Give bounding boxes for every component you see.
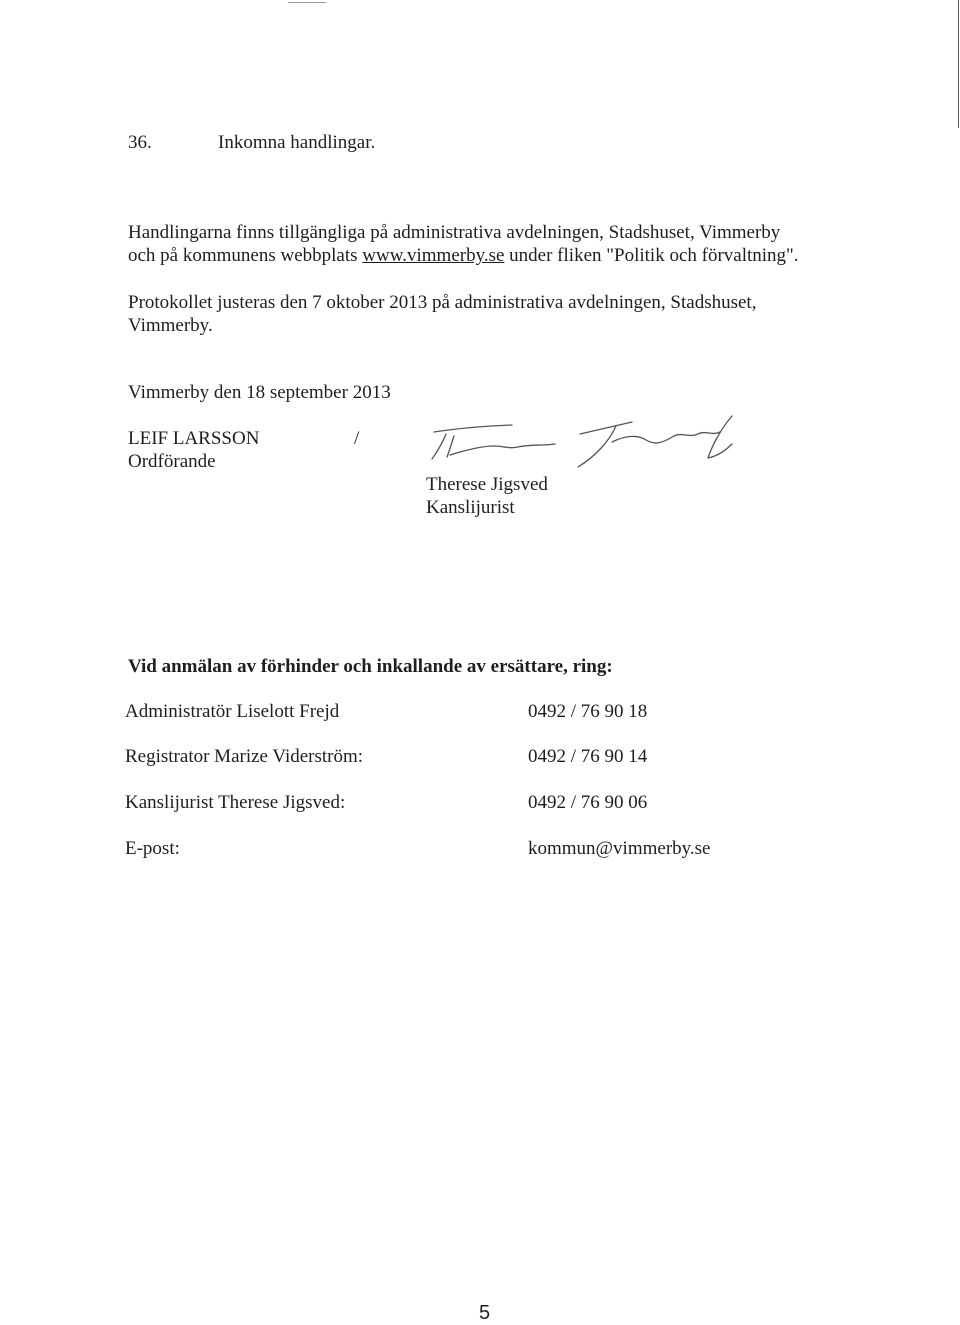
handwritten-signature <box>420 410 760 480</box>
signature-slash: / <box>354 428 360 449</box>
chairman-name: LEIF LARSSON <box>128 428 260 449</box>
chairman-role: Ordförande <box>128 451 216 472</box>
section-title: Inkomna handlingar. <box>218 132 376 153</box>
paragraph-2-line-2: Vimmerby. <box>128 315 213 336</box>
lawyer-name: Therese Jigsved <box>426 474 548 495</box>
contact-value-2: 0492 / 76 90 14 <box>528 746 648 767</box>
paragraph-1-line-1: Handlingarna finns tillgängliga på administrativa avdelningen, Stadshuset, Vimmerby <box>128 222 781 243</box>
contact-label-1: Administratör Liselott Frejd <box>125 701 340 722</box>
page-number: 5 <box>479 1302 491 1324</box>
paragraph-1-prefix: och på kommunens webbplats <box>128 245 363 266</box>
scan-edge-line <box>958 0 959 128</box>
website-link[interactable]: www.vimmerby.se <box>362 245 505 266</box>
contact-value-3: 0492 / 76 90 06 <box>528 792 648 813</box>
paragraph-1-line-2 <box>128 244 799 267</box>
contact-email[interactable]: kommun@vimmerby.se <box>528 838 711 859</box>
contact-value-1: 0492 / 76 90 18 <box>528 701 648 722</box>
contact-label-2: Registrator Marize Viderström: <box>125 746 364 767</box>
paragraph-1-suffix: under fliken "Politik och förvaltning". <box>504 245 799 266</box>
contact-heading: Vid anmälan av förhinder och inkallande av ersättare, ring: <box>128 656 613 677</box>
lawyer-role: Kanslijurist <box>426 497 515 518</box>
contact-label-4: E-post: <box>125 838 180 859</box>
section-number: 36. <box>128 132 152 153</box>
scan-mark <box>288 2 326 3</box>
contact-label-3: Kanslijurist Therese Jigsved: <box>125 792 346 813</box>
paragraph-2-line-1: Protokollet justeras den 7 oktober 2013 på administrativa avdelningen, Stadshuset, <box>128 292 757 313</box>
date-line: Vimmerby den 18 september 2013 <box>128 382 391 403</box>
